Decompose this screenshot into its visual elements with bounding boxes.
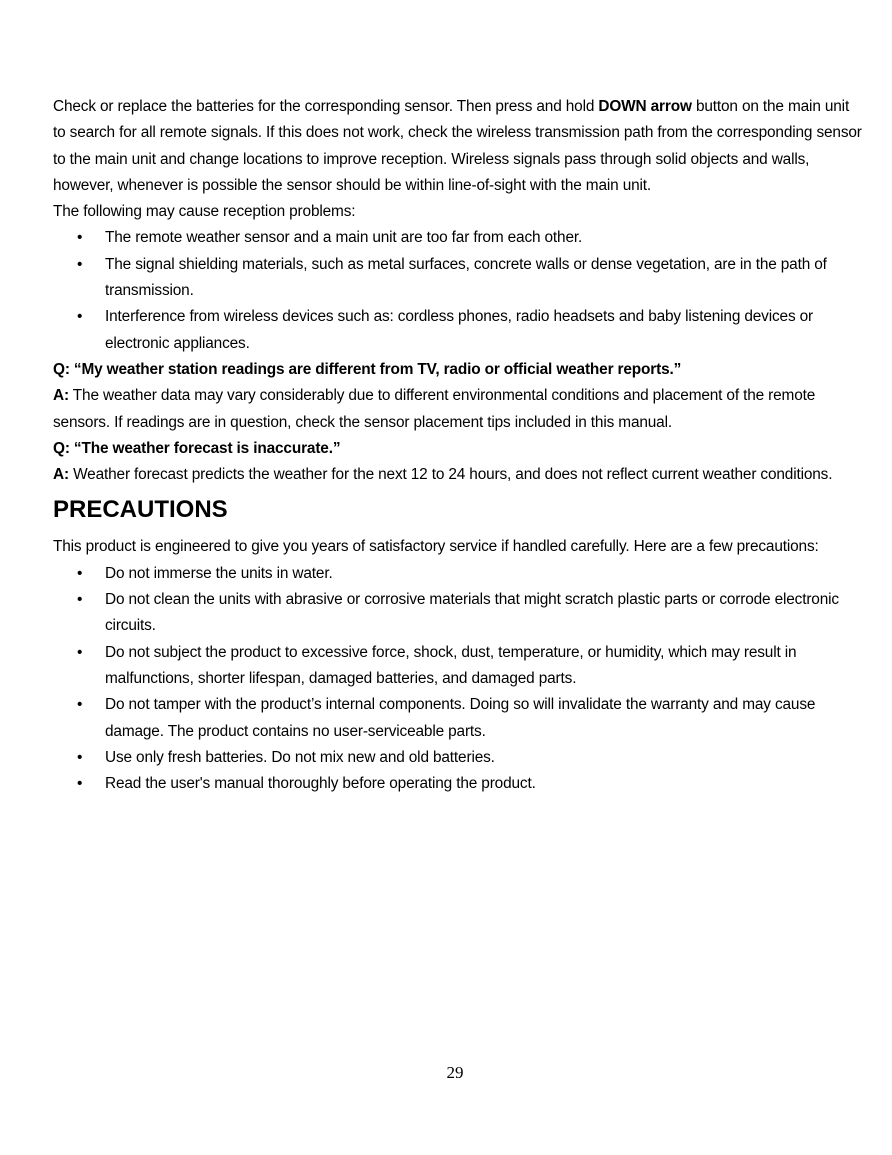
faq-question-readings: Q: “My weather station readings are different from TV, radio or official weather reports.” — [53, 360, 682, 378]
list-item-text: Do not subject the product to excessive force, shock, dust, temperature, or humidity, which may result in malfunctions, shorter lifespan, damaged batteries, and damaged parts. — [105, 643, 797, 687]
precautions-heading: PRECAUTIONS — [53, 496, 228, 524]
list-item — [53, 225, 865, 251]
reception-lead: The following may cause reception problems: — [53, 203, 356, 221]
list-item-text: Do not clean the units with abrasive or corrosive materials that might scratch plastic parts or corrode electronic circuits. — [105, 591, 839, 635]
bullet-icon: • — [77, 748, 83, 766]
list-item-text: The signal shielding materials, such as metal surfaces, concrete walls or dense vegetation, are in the path of transmission. — [105, 255, 827, 300]
list-item — [53, 304, 865, 357]
answer-label: A: — [53, 387, 69, 405]
list-item-text: The remote weather sensor and a main unit are too far from each other. — [105, 229, 583, 247]
bullet-icon: • — [77, 308, 83, 326]
precautions-list — [53, 561, 865, 798]
page-number: 29 — [446, 1063, 464, 1082]
list-item — [53, 561, 865, 587]
bullet-icon: • — [77, 229, 83, 247]
list-item — [53, 771, 865, 797]
bullet-icon: • — [77, 775, 83, 793]
down-arrow-label: DOWN arrow — [598, 98, 692, 115]
list-item — [53, 640, 865, 693]
faq-question-forecast: Q: “The weather forecast is inaccurate.” — [53, 439, 341, 457]
intro-paragraph — [53, 94, 865, 199]
list-item-text: Do not tamper with the product’s internal components. Doing so will invalidate the warranty and may cause damage. The product contains no user-serviceable parts. — [105, 696, 816, 740]
list-item-text: Do not immerse the units in water. — [105, 564, 333, 582]
faq-answer-forecast — [53, 462, 865, 488]
answer-text: The weather data may vary considerably due to different environmental conditions and placement of the remote sensors. If readings are in question, check the sensor placement tips included in this manual. — [53, 387, 816, 431]
answer-label: A: — [53, 466, 69, 484]
intro-text-start: Check or replace the batteries for the corresponding sensor. Then press and hold — [53, 98, 599, 115]
bullet-icon: • — [77, 564, 83, 582]
list-item-text: Read the user's manual thoroughly before operating the product. — [105, 775, 536, 793]
bullet-icon: • — [77, 643, 83, 661]
list-item-text: Interference from wireless devices such as: cordless phones, radio headsets and baby listening devices or electronic appliances. — [105, 308, 813, 352]
intro-text-end: button on the main unit to search for all remote signals. If this does not work, check the wireless transmission path from the corresponding sensor to the main unit and change locations to improve reception. Wireless signals pass through solid objects and walls, however, whenever is possible the sensor should be within line-of-sight with the main unit. — [53, 98, 862, 194]
document-page — [53, 94, 865, 797]
precautions-intro: This product is engineered to give you years of satisfactory service if handled carefully. Here are a few precautions: — [53, 538, 819, 556]
bullet-icon: • — [77, 255, 83, 273]
list-item — [53, 692, 865, 745]
list-item — [53, 252, 865, 305]
list-item-text: Use only fresh batteries. Do not mix new and old batteries. — [105, 748, 495, 766]
reception-problems-list — [53, 225, 865, 356]
faq-answer-readings — [53, 383, 865, 436]
list-item — [53, 745, 865, 771]
bullet-icon: • — [77, 591, 83, 609]
bullet-icon: • — [77, 696, 83, 714]
list-item — [53, 587, 865, 640]
answer-text: Weather forecast predicts the weather for the next 12 to 24 hours, and does not reflect current weather conditions. — [68, 466, 833, 484]
